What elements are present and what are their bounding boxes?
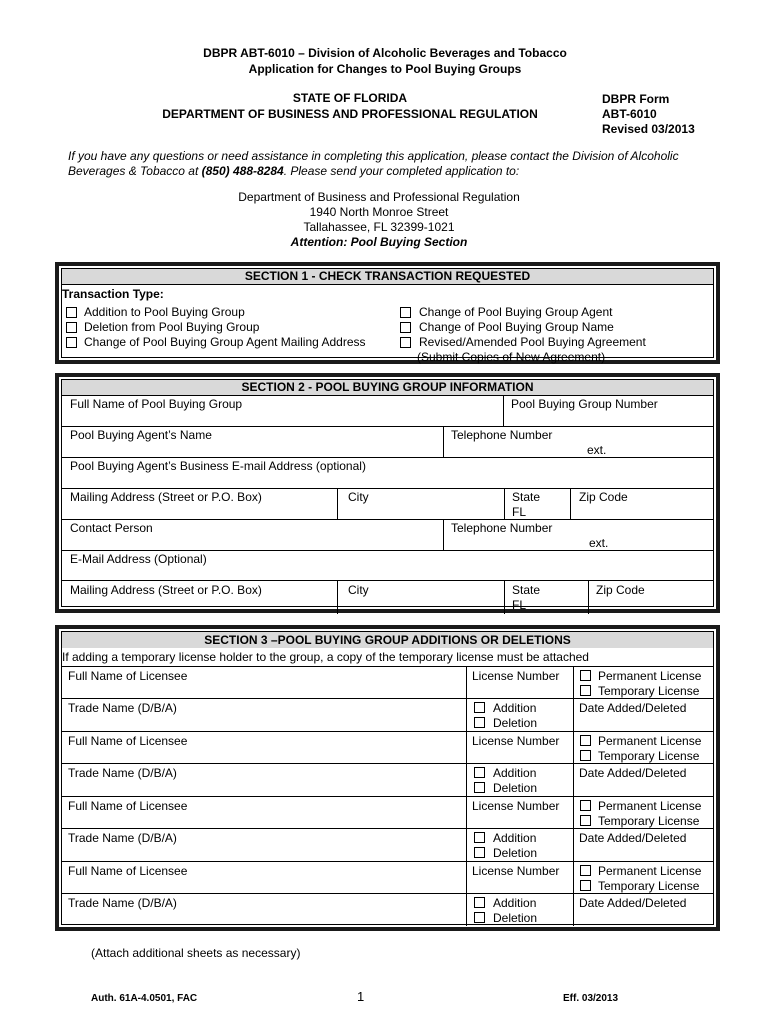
addition-checkbox[interactable] [474, 702, 485, 713]
form-revision: Revised 03/2013 [602, 122, 695, 136]
permanent-license-checkbox[interactable] [580, 670, 591, 681]
addition-label: Addition [493, 766, 537, 780]
state-field[interactable]: State [512, 490, 541, 504]
trade-name-field[interactable]: Trade Name (D/B/A) [68, 831, 177, 845]
addition-option-label: Addition to Pool Buying Group [84, 305, 245, 319]
section-2 [55, 373, 720, 613]
intro-line1: If you have any questions or need assistance in completing this application, please contact the Division of Alcoholic [68, 149, 679, 163]
group-number-field[interactable]: Pool Buying Group Number [511, 397, 658, 411]
permanent-license-checkbox[interactable] [580, 865, 591, 876]
contact-zip-field[interactable]: Zip Code [596, 583, 645, 597]
address-attention: Attention: Pool Buying Section [290, 235, 468, 249]
permanent-license-label: Permanent License [598, 734, 702, 748]
addition-label: Addition [493, 701, 537, 715]
temporary-license-checkbox[interactable] [580, 880, 591, 891]
department-name: DEPARTMENT OF BUSINESS AND PROFESSIONAL REGULATION [162, 107, 538, 121]
form-title: DBPR ABT-6010 – Division of Alcoholic Beverages and Tobacco [203, 46, 567, 60]
state-value: FL [512, 505, 527, 519]
deletion-checkbox[interactable] [474, 782, 485, 793]
deletion-label: Deletion [493, 911, 538, 925]
state-name: STATE OF FLORIDA [292, 91, 408, 105]
change-address-option-label: Change of Pool Buying Group Agent Mailing Address [84, 335, 366, 349]
temporary-license-label: Temporary License [598, 814, 700, 828]
date-added-deleted-field[interactable]: Date Added/Deleted [579, 701, 687, 715]
permanent-license-checkbox[interactable] [580, 800, 591, 811]
email-optional-field[interactable]: E-Mail Address (Optional) [70, 552, 207, 566]
agent-email-field[interactable]: Pool Buying Agent’s Business E-mail Address (optional) [70, 459, 366, 473]
licensee-name-field[interactable]: Full Name of Licensee [68, 864, 188, 878]
contact-state-value: FL [512, 598, 527, 612]
contact-city-field[interactable]: City [348, 583, 369, 597]
change-agent-option-label: Change of Pool Buying Group Agent [419, 305, 613, 319]
license-number-field[interactable]: License Number [472, 734, 560, 748]
intro-line2: Beverages & Tobacco at (850) 488-8284. Please send your completed application to: [68, 164, 520, 178]
trade-name-field[interactable]: Trade Name (D/B/A) [68, 896, 177, 910]
change-name-option-label: Change of Pool Buying Group Name [419, 320, 614, 334]
section-1-title: SECTION 1 - CHECK TRANSACTION REQUESTED [62, 269, 713, 285]
agent-name-field[interactable]: Pool Buying Agent’s Name [70, 428, 212, 442]
temporary-license-checkbox[interactable] [580, 750, 591, 761]
addition-checkbox[interactable] [66, 307, 77, 318]
date-added-deleted-field[interactable]: Date Added/Deleted [579, 896, 687, 910]
mailing-address-field[interactable]: Mailing Address (Street or P.O. Box) [70, 490, 262, 504]
agreement-note: (Submit Copies of New Agreement) [417, 350, 606, 364]
addition-label: Addition [493, 896, 537, 910]
address-line1: Department of Business and Professional Regulation [238, 190, 520, 204]
auth-reference: Auth. 61A-4.0501, FAC [91, 993, 198, 1004]
temporary-license-checkbox[interactable] [580, 815, 591, 826]
license-number-field[interactable]: License Number [472, 864, 560, 878]
contact-mailing-address-field[interactable]: Mailing Address (Street or P.O. Box) [70, 583, 262, 597]
licensee-name-field[interactable]: Full Name of Licensee [68, 799, 188, 813]
form-label: DBPR Form [602, 92, 670, 106]
form-number: ABT-6010 [602, 107, 657, 121]
contact-state-field[interactable]: State [512, 583, 541, 597]
permanent-license-label: Permanent License [598, 669, 702, 683]
agent-ext-label: ext. [587, 443, 607, 457]
deletion-label: Deletion [493, 716, 538, 730]
change-name-checkbox[interactable] [400, 322, 411, 333]
permanent-license-checkbox[interactable] [580, 735, 591, 746]
addition-label: Addition [493, 831, 537, 845]
licensee-name-field[interactable]: Full Name of Licensee [68, 669, 188, 683]
deletion-checkbox[interactable] [66, 322, 77, 333]
deletion-label: Deletion [493, 846, 538, 860]
revised-agreement-checkbox[interactable] [400, 337, 411, 348]
permanent-license-label: Permanent License [598, 864, 702, 878]
deletion-checkbox[interactable] [474, 717, 485, 728]
contact-ext-label: ext. [589, 536, 609, 550]
group-name-field[interactable]: Full Name of Pool Buying Group [70, 397, 243, 411]
deletion-checkbox[interactable] [474, 912, 485, 923]
page-number: 1 [357, 989, 365, 1004]
deletion-checkbox[interactable] [474, 847, 485, 858]
temporary-license-label: Temporary License [598, 879, 700, 893]
city-field[interactable]: City [348, 490, 369, 504]
form-subtitle: Application for Changes to Pool Buying Groups [248, 62, 522, 76]
license-number-field[interactable]: License Number [472, 799, 560, 813]
section-1 [55, 262, 720, 364]
contact-telephone-field[interactable]: Telephone Number [451, 521, 553, 535]
license-number-field[interactable]: License Number [472, 669, 560, 683]
section-3-note: If adding a temporary license holder to the group, a copy of the temporary license must be attached [62, 650, 589, 664]
change-agent-checkbox[interactable] [400, 307, 411, 318]
addition-checkbox[interactable] [474, 767, 485, 778]
addition-checkbox[interactable] [474, 832, 485, 843]
temporary-license-label: Temporary License [598, 749, 700, 763]
address-line2: 1940 North Monroe Street [309, 205, 449, 219]
section-2-title: SECTION 2 - POOL BUYING GROUP INFORMATION [62, 380, 713, 396]
trade-name-field[interactable]: Trade Name (D/B/A) [68, 766, 177, 780]
temporary-license-checkbox[interactable] [580, 685, 591, 696]
date-added-deleted-field[interactable]: Date Added/Deleted [579, 766, 687, 780]
revised-agreement-option-label: Revised/Amended Pool Buying Agreement [419, 335, 646, 349]
attach-note: (Attach additional sheets as necessary) [91, 946, 301, 960]
contact-person-field[interactable]: Contact Person [70, 521, 153, 535]
division-phone: (850) 488-8284 [201, 164, 284, 178]
addition-checkbox[interactable] [474, 897, 485, 908]
section-3 [55, 625, 720, 931]
permanent-license-label: Permanent License [598, 799, 702, 813]
temporary-license-label: Temporary License [598, 684, 700, 698]
deletion-option-label: Deletion from Pool Buying Group [84, 320, 260, 334]
trade-name-field[interactable]: Trade Name (D/B/A) [68, 701, 177, 715]
agent-telephone-field[interactable]: Telephone Number [451, 428, 553, 442]
transaction-type-label: Transaction Type: [62, 287, 164, 301]
date-added-deleted-field[interactable]: Date Added/Deleted [579, 831, 687, 845]
change-address-checkbox[interactable] [66, 337, 77, 348]
effective-date: Eff. 03/2013 [563, 993, 619, 1004]
section-3-title: SECTION 3 –POOL BUYING GROUP ADDITIONS OR DELETIONS [62, 632, 713, 648]
address-line3: Tallahassee, FL 32399-1021 [303, 220, 455, 234]
deletion-label: Deletion [493, 781, 538, 795]
zip-field[interactable]: Zip Code [579, 490, 628, 504]
licensee-name-field[interactable]: Full Name of Licensee [68, 734, 188, 748]
